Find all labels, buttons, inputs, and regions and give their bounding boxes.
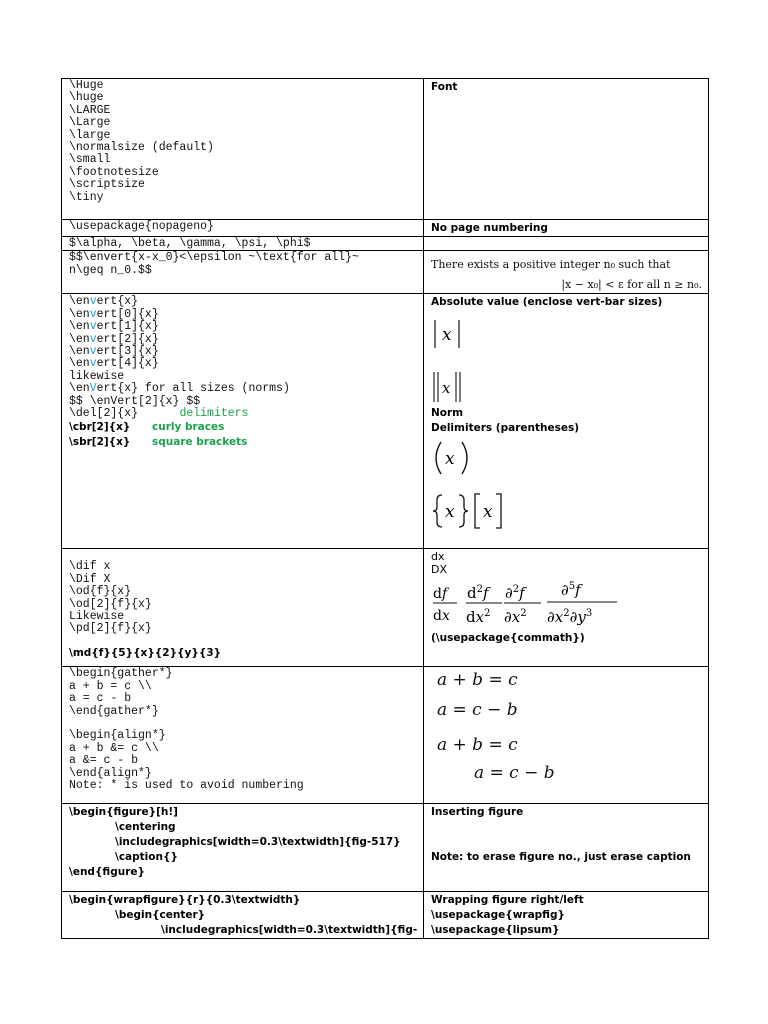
highlight-letter: v bbox=[89, 332, 97, 346]
code-line: Note: * is used to avoid numbering bbox=[69, 779, 304, 793]
code-line: \end{gather*} bbox=[69, 704, 159, 718]
table-row-delimiters bbox=[62, 294, 709, 549]
code-line: \Huge bbox=[69, 79, 104, 92]
code-line: \includegraphics[width=0.3\textwidth]{fig-517} bbox=[115, 836, 401, 849]
code-line: a = c - b bbox=[69, 692, 132, 706]
code-line: \begin{figure}[h!] bbox=[69, 806, 178, 819]
table-row-figure bbox=[62, 804, 709, 892]
row-title: No page numbering bbox=[431, 222, 548, 234]
row-title: Font bbox=[431, 81, 458, 93]
code-line: \od{f}{x} bbox=[69, 585, 132, 599]
code-line: \normalsize (default) bbox=[69, 141, 214, 155]
cell-figure-desc bbox=[424, 804, 709, 892]
md-command: \md{f}{5}{x}{2}{y}{3} bbox=[69, 646, 222, 659]
svg-text:∂x2: $\partial x^2$ bbox=[504, 608, 527, 627]
sbr-command: \sbr[2]{x} bbox=[69, 436, 131, 449]
code-line: \end{align*} bbox=[69, 766, 152, 780]
package-line: \usepackage{lipsum} bbox=[431, 924, 560, 937]
cell-greek-output bbox=[424, 237, 709, 251]
dx-label: dx bbox=[431, 550, 445, 564]
svg-text:df: df bbox=[433, 586, 448, 603]
svg-text:∂5f: ∂$^5$f bbox=[561, 581, 581, 600]
rendered-inequality: |x − x₀| < ε for all n ≥ n₀. bbox=[561, 278, 702, 292]
cell-envert-command bbox=[62, 251, 424, 294]
table-row-wrapfigure bbox=[62, 892, 709, 939]
math-x: x bbox=[442, 325, 452, 346]
math-x: x bbox=[445, 502, 455, 523]
cell-wrapfigure-commands bbox=[62, 892, 424, 939]
cell-figure-commands bbox=[62, 804, 424, 892]
math-x: x bbox=[483, 502, 493, 523]
cell-delimiter-output bbox=[424, 294, 709, 549]
code-line: \LARGE bbox=[69, 103, 111, 117]
code-line: $$ \enVert[2]{x} $$ bbox=[69, 394, 201, 408]
cell-font-desc bbox=[424, 79, 709, 220]
cell-gather-align-output bbox=[424, 667, 709, 804]
code-line: \scriptsize bbox=[69, 178, 145, 192]
table-row-derivatives bbox=[62, 549, 709, 667]
parentheses-render bbox=[431, 438, 481, 478]
code-line: \enVert{x} for all sizes (norms) bbox=[69, 382, 290, 396]
code-line: \begin{wrapfigure}{r}{0.3\textwidth} bbox=[69, 894, 301, 907]
row-title: Inserting figure bbox=[431, 806, 524, 819]
code-line: a &= c - b bbox=[69, 754, 139, 768]
delimiters-label: Delimiters (parentheses) bbox=[431, 422, 580, 435]
cell-nopageno-desc bbox=[424, 220, 709, 237]
svg-text:∂2f: ∂$^2$f bbox=[505, 584, 525, 603]
cell-nopageno-command bbox=[62, 220, 424, 237]
cell-derivative-output bbox=[424, 549, 709, 667]
cell-envert-output bbox=[424, 251, 709, 294]
code-line: $\alpha, \beta, \gamma, \psi, \phi$ bbox=[69, 237, 311, 250]
code-line: n\geq n_0.$$ bbox=[69, 263, 152, 277]
cell-derivative-commands bbox=[62, 549, 424, 667]
code-line: \dif x bbox=[69, 560, 111, 574]
package-line: \usepackage{wrapfig} bbox=[431, 909, 565, 922]
highlight-letter: v bbox=[89, 307, 97, 321]
svg-text:dx: dx bbox=[433, 608, 450, 625]
code-line: \envert[1]{x} bbox=[69, 320, 159, 334]
align-eq1: a + b = c bbox=[437, 735, 518, 756]
code-line: \envert{x} bbox=[69, 295, 139, 309]
gather-eq1: a + b = c bbox=[437, 670, 518, 691]
code-line-sbr bbox=[69, 435, 417, 450]
norm-label: Norm bbox=[431, 407, 464, 420]
cbr-note: curly braces bbox=[152, 421, 225, 434]
code-line-cbr bbox=[69, 420, 417, 435]
code-line: \end{figure} bbox=[69, 866, 145, 879]
code-line: \large bbox=[69, 128, 111, 142]
row-title: Wrapping figure right/left bbox=[431, 894, 584, 907]
table-row-nopageno bbox=[62, 220, 709, 237]
math-x: x bbox=[445, 449, 455, 470]
norm-render bbox=[431, 366, 471, 406]
braces-brackets-render bbox=[431, 490, 521, 532]
cbr-command: \cbr[2]{x} bbox=[69, 421, 131, 434]
code-line: \tiny bbox=[69, 190, 104, 204]
code-line: \envert[4]{x} bbox=[69, 357, 159, 371]
code-line: \Dif X bbox=[69, 572, 111, 586]
highlight-letter: v bbox=[89, 345, 97, 359]
code-line: \begin{align*} bbox=[69, 729, 166, 743]
code-line: \od[2]{f}{x} bbox=[69, 597, 152, 611]
derivatives-render bbox=[431, 578, 631, 630]
code-line: \begin{gather*} bbox=[69, 667, 173, 681]
code-line: Likewise bbox=[69, 610, 125, 624]
code-line: \small bbox=[69, 153, 111, 167]
highlight-letter: v bbox=[89, 320, 97, 334]
code-line: \Large bbox=[69, 116, 111, 130]
code-line: \caption{} bbox=[115, 851, 178, 864]
code-line: likewise bbox=[69, 369, 125, 383]
table-row-font bbox=[62, 79, 709, 220]
code-line: \usepackage{nopageno} bbox=[69, 220, 214, 233]
highlight-letter: V bbox=[89, 382, 97, 396]
code-line: \envert[3]{x} bbox=[69, 345, 159, 359]
svg-text:∂x2∂y3: $\partial x^2\partial y^3$ bbox=[547, 608, 593, 627]
del-note: delimiters bbox=[179, 407, 249, 421]
sbr-note: square brackets bbox=[152, 436, 248, 449]
code-line: \pd[2]{f}{x} bbox=[69, 622, 152, 636]
latex-reference-table bbox=[61, 78, 709, 939]
cell-gather-align-commands bbox=[62, 667, 424, 804]
code-line: a + b = c \\ bbox=[69, 679, 152, 693]
del-command: \del[2]{x} bbox=[69, 407, 139, 421]
figure-note: Note: to erase figure no., just erase caption bbox=[431, 851, 691, 864]
commath-note: (\usepackage{commath}) bbox=[431, 632, 585, 645]
table-row-envert bbox=[62, 251, 709, 294]
row-title: Absolute value (enclose vert-bar sizes) bbox=[431, 296, 663, 309]
cell-font-commands bbox=[62, 79, 424, 220]
code-line-del bbox=[69, 408, 417, 420]
gather-eq2: a = c − b bbox=[437, 700, 518, 721]
code-line: \huge bbox=[69, 91, 104, 105]
DX-label: DX bbox=[431, 563, 448, 577]
code-line: \envert[0]{x} bbox=[69, 307, 159, 321]
cell-delimiter-commands bbox=[62, 294, 424, 549]
cell-wrapfigure-desc bbox=[424, 892, 709, 939]
svg-text:d2f: $d^2f$ bbox=[467, 584, 489, 603]
table-row-gather-align bbox=[62, 667, 709, 804]
code-line: \footnotesize bbox=[69, 165, 159, 179]
code-line: $$\envert{x-x_0}<\epsilon ~\text{for all}~ bbox=[69, 251, 359, 265]
table-row-greek bbox=[62, 237, 709, 251]
code-line: \envert[2]{x} bbox=[69, 332, 159, 346]
highlight-letter: v bbox=[89, 295, 97, 309]
code-line: a + b &= c \\ bbox=[69, 741, 159, 755]
code-line: \begin{center} bbox=[115, 909, 206, 922]
rendered-sentence: There exists a positive integer n₀ such that bbox=[431, 258, 671, 272]
code-line: \includegraphics[width=0.3\textwidth]{fig- bbox=[161, 924, 418, 937]
svg-text:dx2: $dx^2$ bbox=[466, 608, 491, 627]
highlight-letter: v bbox=[89, 357, 97, 371]
cell-greek-command bbox=[62, 237, 424, 251]
math-x: x bbox=[442, 379, 451, 398]
code-line: \centering bbox=[115, 821, 176, 834]
abs-value-render bbox=[431, 314, 471, 356]
align-eq2: a = c − b bbox=[474, 763, 555, 784]
